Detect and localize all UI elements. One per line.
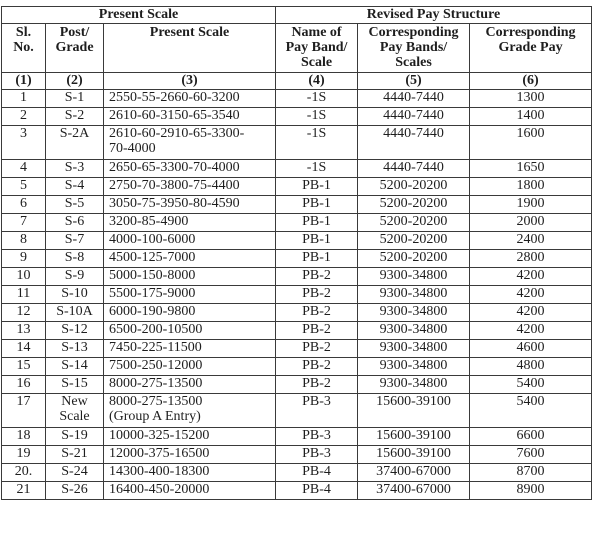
group-header-row: [2, 7, 592, 24]
cell-grade-pay: 4200: [470, 268, 592, 286]
cell-pay-band-name: PB-3: [276, 446, 358, 464]
cell-post-grade: S-3: [46, 160, 104, 178]
table-row: [2, 394, 592, 428]
cell-sl-no: 10: [2, 268, 46, 286]
cell-grade-pay: 4200: [470, 286, 592, 304]
cell-grade-pay: 4200: [470, 322, 592, 340]
cell-pay-band-scale: 9300-34800: [358, 304, 470, 322]
cell-pay-band-name: -1S: [276, 126, 358, 160]
cell-sl-no: 18: [2, 428, 46, 446]
table-row: [2, 250, 592, 268]
column-number-grade-pay: (6): [470, 73, 592, 90]
cell-sl-no: 6: [2, 196, 46, 214]
cell-grade-pay: 6600: [470, 428, 592, 446]
cell-grade-pay: 1400: [470, 108, 592, 126]
cell-post-grade: S-26: [46, 482, 104, 500]
cell-pay-band-name: PB-3: [276, 394, 358, 428]
cell-sl-no: 12: [2, 304, 46, 322]
cell-post-grade: New Scale: [46, 394, 104, 428]
cell-pay-band-scale: 5200-20200: [358, 178, 470, 196]
column-number-present-scale: (3): [104, 73, 276, 90]
table-row: [2, 178, 592, 196]
cell-grade-pay: 5400: [470, 376, 592, 394]
cell-pay-band-scale: 5200-20200: [358, 214, 470, 232]
table-row: [2, 376, 592, 394]
cell-sl-no: 3: [2, 126, 46, 160]
table-row: [2, 482, 592, 500]
cell-present-scale: 7450-225-11500: [104, 340, 276, 358]
cell-pay-band-name: -1S: [276, 90, 358, 108]
cell-sl-no: 16: [2, 376, 46, 394]
cell-grade-pay: 2400: [470, 232, 592, 250]
column-number-post-grade: (2): [46, 73, 104, 90]
table-row: [2, 196, 592, 214]
column-header-present-scale: Present Scale: [104, 24, 276, 73]
cell-present-scale: 8000-275-13500 (Group A Entry): [104, 394, 276, 428]
cell-pay-band-scale: 9300-34800: [358, 322, 470, 340]
pay-structure-document: [1, 6, 591, 500]
table-row: [2, 108, 592, 126]
column-header-pay-band-name: Name of Pay Band/ Scale: [276, 24, 358, 73]
cell-post-grade: S-24: [46, 464, 104, 482]
cell-pay-band-name: PB-2: [276, 268, 358, 286]
cell-present-scale: 2550-55-2660-60-3200: [104, 90, 276, 108]
cell-post-grade: S-10A: [46, 304, 104, 322]
column-number-sl-no: (1): [2, 73, 46, 90]
cell-post-grade: S-9: [46, 268, 104, 286]
cell-sl-no: 8: [2, 232, 46, 250]
cell-sl-no: 19: [2, 446, 46, 464]
table-row: [2, 340, 592, 358]
cell-post-grade: S-12: [46, 322, 104, 340]
cell-grade-pay: 2000: [470, 214, 592, 232]
column-header-grade-pay: Corresponding Grade Pay: [470, 24, 592, 73]
cell-pay-band-scale: 4440-7440: [358, 126, 470, 160]
cell-sl-no: 15: [2, 358, 46, 376]
cell-grade-pay: 7600: [470, 446, 592, 464]
cell-post-grade: S-13: [46, 340, 104, 358]
cell-pay-band-scale: 9300-34800: [358, 358, 470, 376]
column-number-row: [2, 73, 592, 90]
cell-present-scale: 3200-85-4900: [104, 214, 276, 232]
cell-sl-no: 9: [2, 250, 46, 268]
cell-pay-band-scale: 37400-67000: [358, 482, 470, 500]
cell-post-grade: S-2: [46, 108, 104, 126]
cell-pay-band-name: PB-1: [276, 232, 358, 250]
column-header-post-grade: Post/ Grade: [46, 24, 104, 73]
cell-grade-pay: 2800: [470, 250, 592, 268]
cell-present-scale: 14300-400-18300: [104, 464, 276, 482]
cell-sl-no: 20.: [2, 464, 46, 482]
cell-pay-band-name: PB-1: [276, 250, 358, 268]
cell-present-scale: 10000-325-15200: [104, 428, 276, 446]
cell-pay-band-scale: 4440-7440: [358, 90, 470, 108]
group-header-revised-pay-structure: Revised Pay Structure: [276, 7, 592, 24]
cell-post-grade: S-7: [46, 232, 104, 250]
cell-pay-band-name: PB-1: [276, 178, 358, 196]
table-row: [2, 464, 592, 482]
cell-present-scale: 12000-375-16500: [104, 446, 276, 464]
cell-pay-band-scale: 9300-34800: [358, 376, 470, 394]
pay-scale-table: [1, 6, 592, 500]
cell-sl-no: 4: [2, 160, 46, 178]
cell-present-scale: 5000-150-8000: [104, 268, 276, 286]
cell-pay-band-name: PB-2: [276, 358, 358, 376]
cell-post-grade: S-1: [46, 90, 104, 108]
table-row: [2, 268, 592, 286]
cell-sl-no: 11: [2, 286, 46, 304]
cell-pay-band-name: -1S: [276, 160, 358, 178]
cell-grade-pay: 8900: [470, 482, 592, 500]
cell-grade-pay: 1900: [470, 196, 592, 214]
cell-present-scale: 2610-60-3150-65-3540: [104, 108, 276, 126]
cell-grade-pay: 1600: [470, 126, 592, 160]
cell-post-grade: S-21: [46, 446, 104, 464]
table-row: [2, 160, 592, 178]
table-row: [2, 446, 592, 464]
cell-pay-band-name: PB-2: [276, 286, 358, 304]
cell-post-grade: S-2A: [46, 126, 104, 160]
table-row: [2, 126, 592, 160]
cell-sl-no: 1: [2, 90, 46, 108]
cell-grade-pay: 4200: [470, 304, 592, 322]
column-header-row: [2, 24, 592, 73]
cell-present-scale: 6500-200-10500: [104, 322, 276, 340]
cell-post-grade: S-15: [46, 376, 104, 394]
cell-present-scale: 2610-60-2910-65-3300- 70-4000: [104, 126, 276, 160]
cell-post-grade: S-8: [46, 250, 104, 268]
cell-post-grade: S-14: [46, 358, 104, 376]
table-body: [2, 90, 592, 500]
cell-pay-band-scale: 15600-39100: [358, 394, 470, 428]
cell-pay-band-name: PB-4: [276, 482, 358, 500]
cell-present-scale: 7500-250-12000: [104, 358, 276, 376]
cell-pay-band-scale: 9300-34800: [358, 286, 470, 304]
column-number-pay-band-name: (4): [276, 73, 358, 90]
cell-grade-pay: 8700: [470, 464, 592, 482]
cell-pay-band-name: PB-1: [276, 196, 358, 214]
cell-pay-band-scale: 9300-34800: [358, 268, 470, 286]
cell-post-grade: S-4: [46, 178, 104, 196]
cell-present-scale: 16400-450-20000: [104, 482, 276, 500]
cell-pay-band-name: PB-2: [276, 376, 358, 394]
cell-pay-band-scale: 4440-7440: [358, 160, 470, 178]
cell-pay-band-name: PB-2: [276, 322, 358, 340]
cell-pay-band-name: PB-2: [276, 304, 358, 322]
table-row: [2, 214, 592, 232]
table-row: [2, 232, 592, 250]
table-row: [2, 322, 592, 340]
cell-sl-no: 5: [2, 178, 46, 196]
cell-post-grade: S-6: [46, 214, 104, 232]
cell-grade-pay: 5400: [470, 394, 592, 428]
cell-present-scale: 2650-65-3300-70-4000: [104, 160, 276, 178]
cell-grade-pay: 1300: [470, 90, 592, 108]
cell-present-scale: 5500-175-9000: [104, 286, 276, 304]
cell-pay-band-name: PB-2: [276, 340, 358, 358]
table-row: [2, 358, 592, 376]
table-row: [2, 286, 592, 304]
cell-pay-band-scale: 5200-20200: [358, 250, 470, 268]
cell-present-scale: 3050-75-3950-80-4590: [104, 196, 276, 214]
cell-pay-band-scale: 9300-34800: [358, 340, 470, 358]
cell-pay-band-scale: 5200-20200: [358, 196, 470, 214]
cell-present-scale: 8000-275-13500: [104, 376, 276, 394]
cell-pay-band-scale: 15600-39100: [358, 446, 470, 464]
column-number-pay-band-scale: (5): [358, 73, 470, 90]
cell-sl-no: 17: [2, 394, 46, 428]
cell-sl-no: 14: [2, 340, 46, 358]
cell-pay-band-scale: 4440-7440: [358, 108, 470, 126]
column-header-pay-band-scale: Corresponding Pay Bands/ Scales: [358, 24, 470, 73]
cell-sl-no: 21: [2, 482, 46, 500]
cell-present-scale: 4500-125-7000: [104, 250, 276, 268]
cell-sl-no: 7: [2, 214, 46, 232]
group-header-present-scale: Present Scale: [2, 7, 276, 24]
cell-grade-pay: 4800: [470, 358, 592, 376]
cell-post-grade: S-5: [46, 196, 104, 214]
table-row: [2, 304, 592, 322]
cell-grade-pay: 1650: [470, 160, 592, 178]
table-row: [2, 90, 592, 108]
cell-post-grade: S-19: [46, 428, 104, 446]
cell-pay-band-name: PB-3: [276, 428, 358, 446]
cell-pay-band-name: PB-1: [276, 214, 358, 232]
cell-present-scale: 2750-70-3800-75-4400: [104, 178, 276, 196]
column-header-sl-no: Sl. No.: [2, 24, 46, 73]
cell-sl-no: 13: [2, 322, 46, 340]
cell-grade-pay: 4600: [470, 340, 592, 358]
cell-post-grade: S-10: [46, 286, 104, 304]
cell-grade-pay: 1800: [470, 178, 592, 196]
cell-pay-band-name: PB-4: [276, 464, 358, 482]
cell-sl-no: 2: [2, 108, 46, 126]
cell-present-scale: 4000-100-6000: [104, 232, 276, 250]
table-row: [2, 428, 592, 446]
cell-pay-band-name: -1S: [276, 108, 358, 126]
cell-present-scale: 6000-190-9800: [104, 304, 276, 322]
cell-pay-band-scale: 15600-39100: [358, 428, 470, 446]
cell-pay-band-scale: 37400-67000: [358, 464, 470, 482]
cell-pay-band-scale: 5200-20200: [358, 232, 470, 250]
